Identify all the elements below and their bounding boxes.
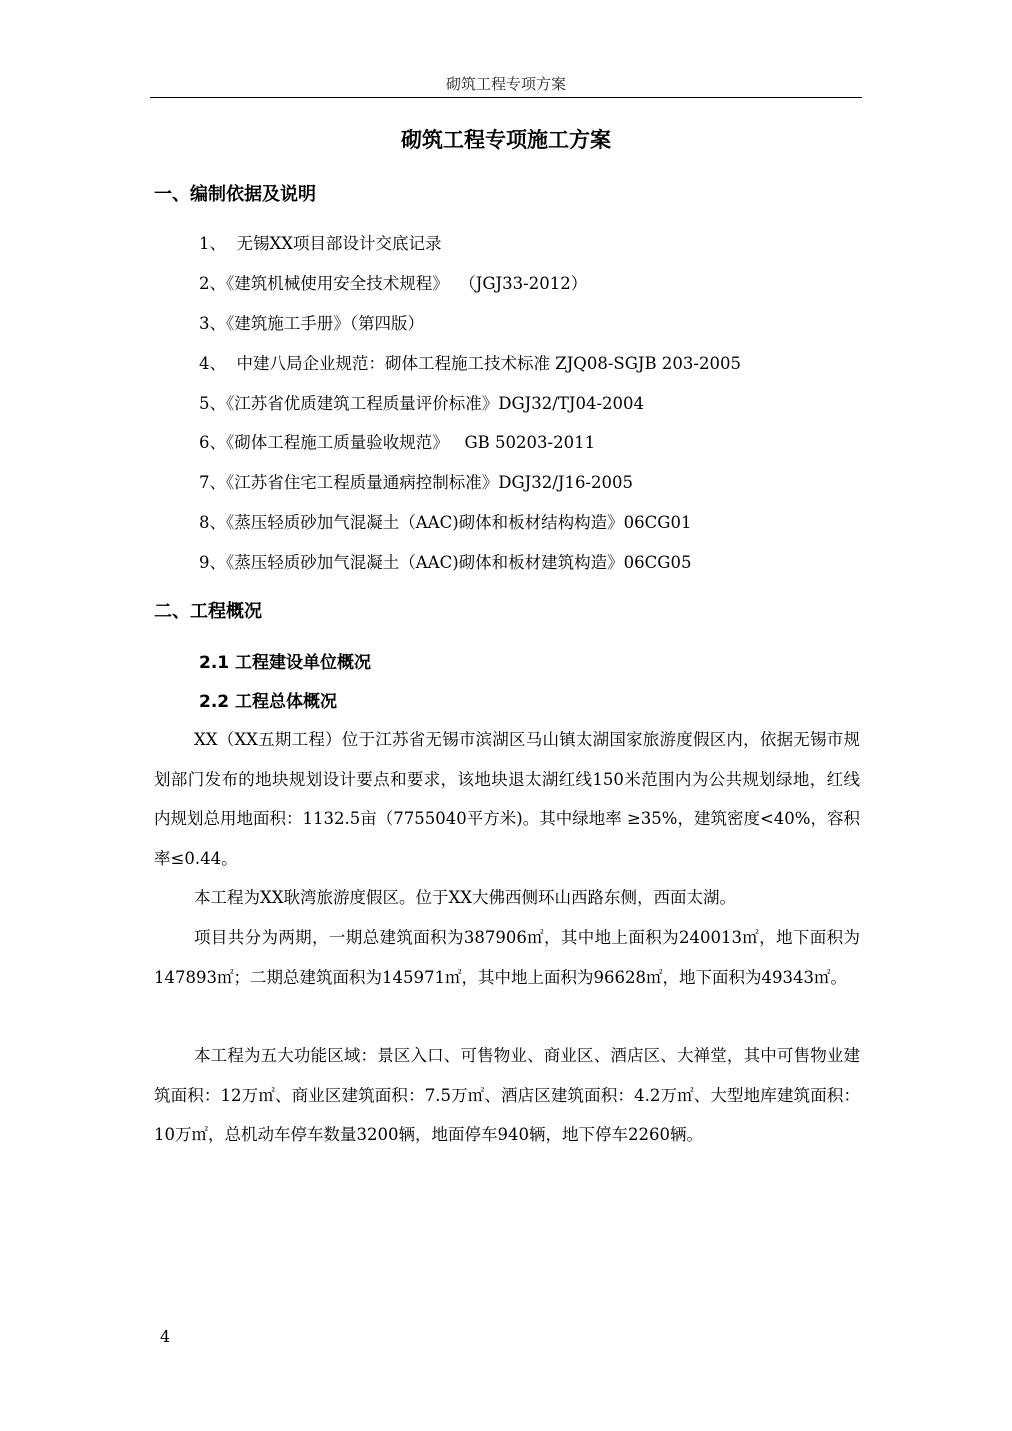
body-paragraph-areas: 项目共分为两期，一期总建筑面积为387906㎡，其中地上面积为240013㎡，地下面积为147893㎡；二期总建筑面积为145971㎡，其中地上面积为96628㎡，地下面积为49343㎡。 [154,928,860,987]
page-number: 4 [160,1327,171,1346]
reference-item: 2、《建筑机械使用安全技术规程》 （JGJ33-2012） [199,274,588,293]
page-title: 砌筑工程专项施工方案 [401,128,611,152]
reference-item: 3、《建筑施工手册》（第四版） [199,314,424,333]
reference-item: 8、《蒸压轻质砂加气混凝土（AAC)砌体和板材结构构造》06CG01 [199,513,692,532]
reference-item: 7、《江苏省住宅工程质量通病控制标准》DGJ32/J16-2005 [199,473,634,492]
running-header: 砌筑工程专项方案 [445,75,566,93]
reference-item: 6、《砌体工程施工质量验收规范》 GB 50203-2011 [199,433,596,452]
subsection-heading-owner: 2.1 工程建设单位概况 [199,653,372,673]
reference-item: 9、《蒸压轻质砂加气混凝土（AAC)砌体和板材建筑构造》06CG05 [199,553,692,572]
section-heading-overview: 二、工程概况 [154,601,262,622]
reference-item: 4、 中建八局企业规范：砌体工程施工技术标准 ZJQ08-SGJB 203-2005 [199,354,741,373]
reference-item: 5、《江苏省优质建筑工程质量评价标准》DGJ32/TJ04-2004 [199,394,645,413]
header-divider [150,97,862,98]
subsection-heading-general: 2.2 工程总体概况 [199,692,338,712]
section-heading-basis: 一、编制依据及说明 [154,184,316,205]
body-paragraph-zones: 本工程为五大功能区域：景区入口、可售物业、商业区、酒店区、大禅堂，其中可售物业建筑面积：12万㎡、商业区建筑面积：7.5万㎡、酒店区建筑面积：4.2万㎡、大型地库建筑面积：10万㎡，总机动车停车数量3200辆，地面停车940辆，地下停车2260辆。 [154,1046,860,1144]
reference-item: 1、 无锡XX项目部设计交底记录 [199,234,442,253]
body-paragraph-resort: 本工程为XX耿湾旅游度假区。位于XX大佛西侧环山西路东侧，西面太湖。 [194,888,736,907]
body-paragraph-location: XX（XX五期工程）位于江苏省无锡市滨湖区马山镇太湖国家旅游度假区内，依据无锡市规划部门发布的地块规划设计要点和要求，该地块退太湖红线150米范围内为公共规划绿地，红线内规划总用地面积：1132.5亩（7755040平方米)。其中绿地率 ≥35%，建筑密度<40%，容积率≤0.44。 [154,730,860,868]
